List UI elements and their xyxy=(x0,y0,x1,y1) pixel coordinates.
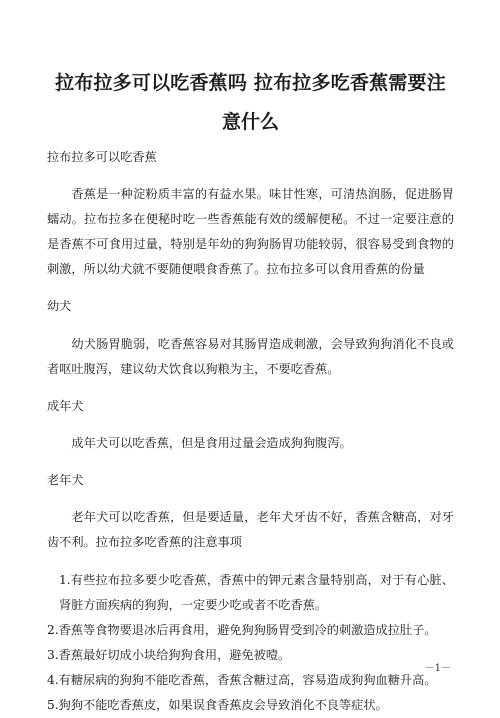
paragraph-intro: 香蕉是一种淀粉质丰富的有益水果。味甘性寒，可清热润肠，促进肠胃蠕动。拉布拉多在便秘时吃一些香蕉能有效的缓解便秘。不过一定要注意的是香蕉不可食用过量，特别是年幼的狗狗肠胃功能较弱，很容易受到食物的刺激，所以幼犬就不要随便喂食香蕉了。拉布拉多可以食用香蕉的份量 xyxy=(47,187,454,277)
page-title-line2: 意什么 xyxy=(221,111,279,133)
paragraph-senior: 老年犬可以吃香蕉，但是要适量，老年犬牙齿不好，香蕉含糖高，对牙齿不利。拉布拉多吃香蕉的注意事项 xyxy=(47,510,454,550)
note-item: 5.狗狗不能吃香蕉皮，如果误食香蕉皮会导致消化不良等症状。 xyxy=(47,697,388,712)
paragraph-puppy: 幼犬肠胃脆弱，吃香蕉容易对其肠胃造成刺激，会导致狗狗消化不良或者呕吐腹泻，建议幼犬饮食以狗粮为主，不要吃香蕉。 xyxy=(47,336,454,376)
note-item: 3.香蕉最好切成小块给狗狗食用，避免被噎。 xyxy=(47,647,291,662)
note-item: 2.香蕉等食物要退冰后再食用，避免狗狗肠胃受到冷的刺激造成拉肚子。 xyxy=(47,622,437,637)
page-number: －1－ xyxy=(424,663,451,674)
paragraph-adult: 成年犬可以吃香蕉，但是食用过量会造成狗狗腹泻。 xyxy=(71,435,352,450)
note-item: 1.有些拉布拉多要少吃香蕉，香蕉中的钾元素含量特别高，对于有心脏、肾脏方面疾病的狗狗，一定要少吃或者不吃香蕉。 xyxy=(59,572,454,612)
article-body xyxy=(47,145,454,718)
section-heading-main: 拉布拉多可以吃香蕉 xyxy=(47,150,157,164)
section-heading-senior: 老年犬 xyxy=(47,473,84,488)
section-heading-puppy: 幼犬 xyxy=(47,299,72,314)
section-heading-adult: 成年犬 xyxy=(47,398,84,413)
note-item: 4.有糖尿病的狗狗不能吃香蕉，香蕉含糖过高，容易造成狗狗血糖升高。 xyxy=(47,672,437,687)
page-title-line1: 拉布拉多可以吃香蕉吗 拉布拉多吃香蕉需要注 xyxy=(55,72,446,94)
